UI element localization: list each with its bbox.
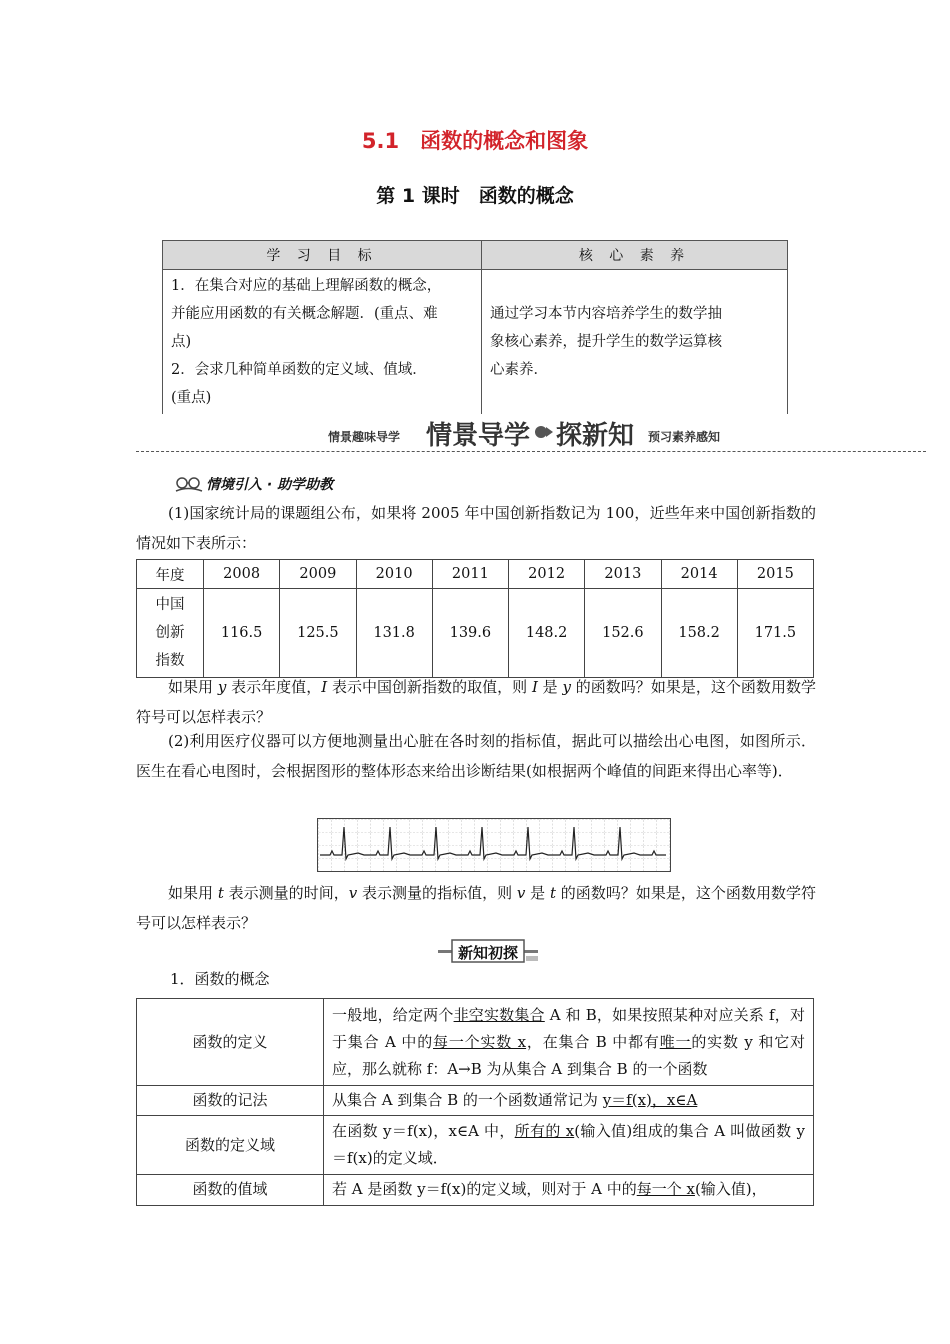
value-cell: 116.5: [204, 589, 280, 678]
goals-header: 学 习 目 标: [163, 241, 482, 270]
table-header-label: 年度: [137, 560, 204, 589]
underlined-term: 每一个 x: [636, 1180, 695, 1198]
concept-value: [324, 999, 814, 1086]
text: A 和 B，如果按照某种对应关系 f，对于集合 A 中的: [332, 1005, 805, 1051]
innovation-index-table: [136, 559, 814, 678]
year-cell: 2008: [204, 560, 280, 589]
text: (输入值)，: [694, 1180, 767, 1198]
var: I: [531, 678, 538, 696]
goals-cell: [163, 270, 482, 415]
page-title: 5.1 函数的概念和图象: [361, 129, 589, 153]
concept-table: [136, 998, 814, 1206]
var: y: [217, 678, 227, 696]
section-label: 情境引入 · 助学助教: [206, 477, 334, 493]
goal-line: (重点): [171, 390, 212, 406]
literacy-cell: [482, 270, 788, 415]
year-cell: 2013: [585, 560, 661, 589]
concept-heading: 1．函数的概念: [170, 970, 270, 988]
banner-right-caption: 预习素养感知: [648, 430, 721, 444]
year-cell: 2014: [661, 560, 737, 589]
concept-key: 函数的值域: [137, 1175, 324, 1206]
row-label: [137, 589, 204, 678]
var: I: [321, 678, 328, 696]
intro-paragraph-2: (2)利用医疗仪器可以方便地测量出心脏在各时刻的指标值，据此可以描绘出心电图，如图所示．医生在看心电图时，会根据图形的整体形态来给出诊断结果(如根据两个峰值的间距来得出心率等)．: [136, 732, 816, 780]
value-cell: 139.6: [432, 589, 508, 678]
underlined-term: y＝f(x)，x∈A: [602, 1091, 698, 1109]
year-cell: 2012: [509, 560, 585, 589]
text: 表示中国创新指数的取值，则: [327, 678, 532, 696]
section-banner: [136, 412, 926, 456]
ecg-image: [317, 818, 671, 872]
arrow-icon: [532, 423, 554, 441]
literacy-line: 象核心素养，提升学生的数学运算核: [490, 334, 722, 350]
text: 如果用: [168, 884, 218, 902]
var: v: [516, 884, 526, 902]
table-row: [137, 1116, 814, 1175]
text: ，在集合 B 中都有: [526, 1032, 660, 1051]
intro-question-1: [136, 672, 816, 732]
goal-line: 2．会求几种简单函数的定义域、值域．: [171, 362, 427, 378]
intro-question-2: [136, 878, 816, 938]
text: 是: [537, 678, 563, 696]
underlined-term: 每一个实数 x: [433, 1032, 527, 1051]
var: t: [549, 884, 557, 902]
goal-line: 点): [171, 334, 192, 350]
table-row: [137, 589, 814, 678]
value-cell: 148.2: [509, 589, 585, 678]
table-row: [137, 1086, 814, 1116]
text: 在函数 y＝f(x)，x∈A 中，: [332, 1122, 515, 1140]
value-cell: 131.8: [356, 589, 432, 678]
banner-left-caption: 情景趣味导学: [328, 430, 401, 444]
goals-table: [162, 240, 788, 414]
var: v: [348, 884, 358, 902]
concept-value: [324, 1116, 814, 1175]
new-knowledge-text: 新知初探: [457, 944, 518, 962]
literacy-header: 核 心 素 养: [482, 241, 788, 270]
text: 若 A 是函数 y＝f(x)的定义域，则对于 A 中的: [332, 1180, 637, 1198]
value-cell: 152.6: [585, 589, 661, 678]
new-knowledge-label: [438, 938, 538, 964]
goal-line: 1．在集合对应的基础上理解函数的概念，: [171, 278, 442, 294]
text: 表示年度值，: [226, 678, 322, 696]
year-cell: 2015: [737, 560, 813, 589]
text: 是: [525, 884, 550, 902]
row-label-line: 中国: [155, 597, 185, 613]
year-cell: 2011: [432, 560, 508, 589]
banner-title-right: 探新知: [556, 421, 635, 451]
literacy-line: 通过学习本节内容培养学生的数学抽: [490, 306, 722, 322]
text: 的函数吗？如果是，这个函数用数学符号可以怎样表示？: [136, 678, 816, 726]
text: (输入值)组成的集合 A 叫做函数 y＝f(x)的定义域．: [332, 1122, 805, 1167]
text: 表示测量的指标值，则: [357, 884, 517, 902]
value-cell: 158.2: [661, 589, 737, 678]
text: 如果用: [168, 678, 218, 696]
intro-paragraph-1: (1)国家统计局的课题组公布，如果将 2005 年中国创新指数记为 100，近些年来中国创新指数的情况如下表所示：: [136, 504, 816, 552]
concept-key: 函数的定义域: [137, 1116, 324, 1175]
goal-line: 并能应用函数的有关概念解题．(重点、难: [171, 306, 438, 322]
var: y: [562, 678, 571, 696]
underlined-term: 唯一: [659, 1032, 692, 1051]
concept-value: [324, 1175, 814, 1206]
concept-key: 函数的定义: [137, 999, 324, 1086]
lesson-subtitle: 第 1 课时 函数的概念: [376, 185, 574, 207]
year-cell: 2009: [280, 560, 356, 589]
text: 的实数 y 和它对应，那么就称 f：A→B 为从集合 A 到集合 B 的一个函数: [332, 1032, 805, 1078]
banner-title-left: 情景导学: [426, 421, 531, 451]
underlined-term: 非空实数集合: [453, 1005, 545, 1024]
text: 一般地，给定两个: [332, 1005, 454, 1024]
value-cell: 125.5: [280, 589, 356, 678]
underlined-term: 所有的 x: [514, 1122, 575, 1140]
text: 从集合 A 到集合 B 的一个函数通常记为: [332, 1091, 603, 1109]
year-cell: 2010: [356, 560, 432, 589]
row-label-line: 创新: [155, 625, 185, 641]
table-row: [137, 560, 814, 589]
text: 的函数吗？如果是，这个函数用数学符号可以怎样表示？: [136, 884, 816, 932]
value-cell: 171.5: [737, 589, 813, 678]
text: 表示测量的时间，: [223, 884, 349, 902]
concept-value: [324, 1086, 814, 1116]
concept-key: 函数的记法: [137, 1086, 324, 1116]
table-row: [137, 999, 814, 1086]
literacy-line: 心素养．: [490, 362, 548, 378]
table-row: [137, 1175, 814, 1206]
var: t: [217, 884, 224, 902]
banner-divider: [136, 451, 926, 452]
glasses-book-icon: [174, 474, 204, 494]
row-label-line: 指数: [155, 653, 185, 669]
